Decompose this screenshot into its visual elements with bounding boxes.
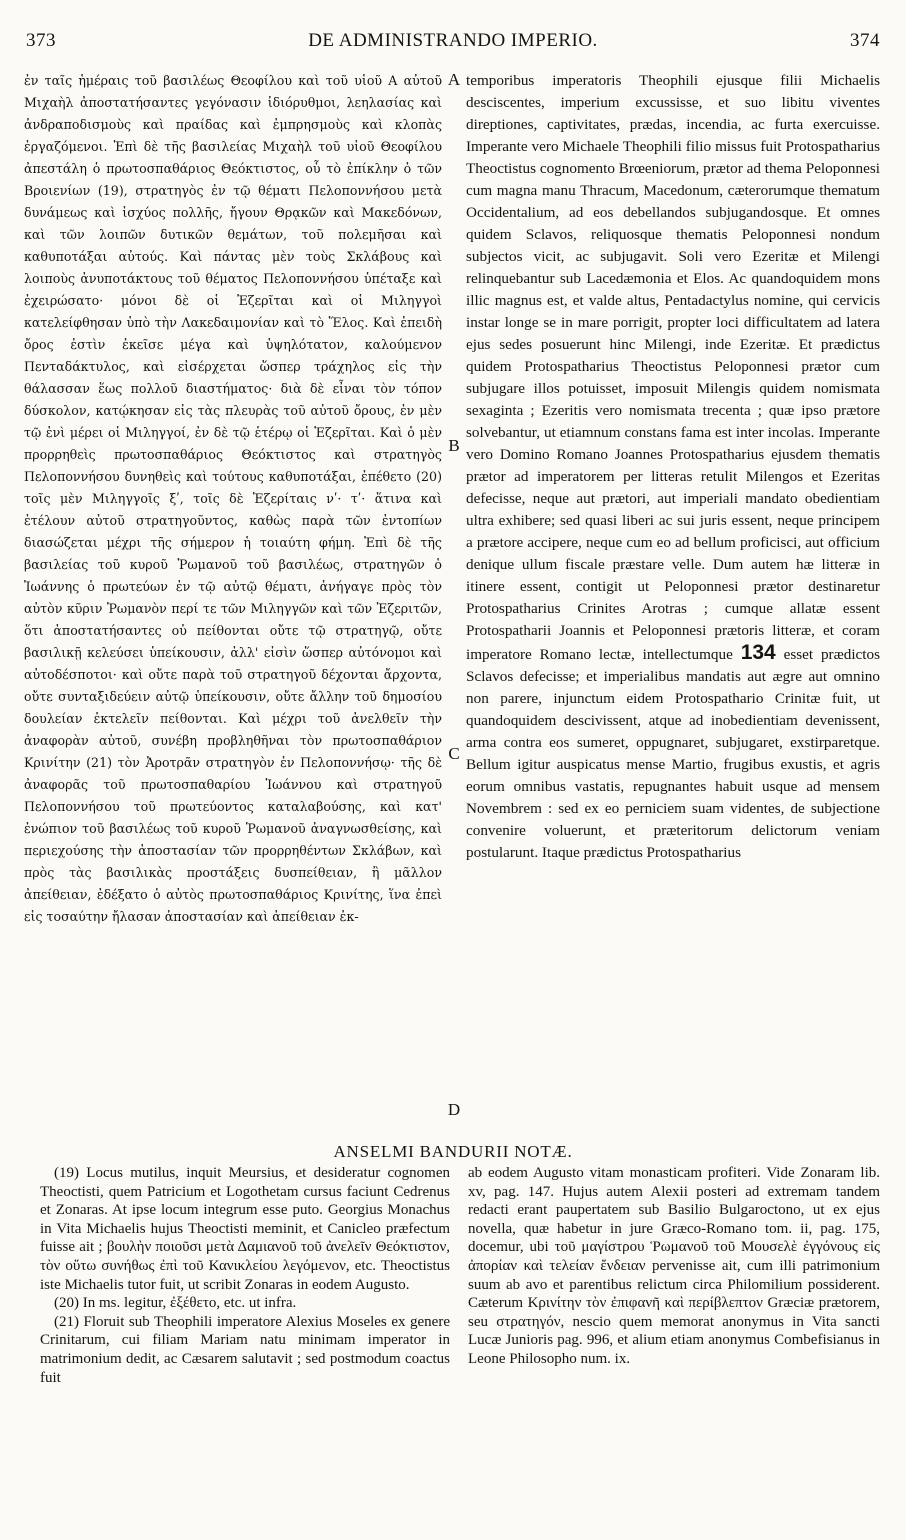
margin-marker-c: C: [448, 744, 460, 763]
page-number-right: 374: [850, 30, 880, 51]
page-header: [26, 30, 880, 60]
latin-text-part-1: temporibus imperatoris Theophili ejusque filii Michaelis desciscentes, imperium excussisse, et suo libitu viventes direptiones, captivitates, prædas, incendia, ac furta exercuisse. Imperante vero Michaele Theophili filio missus fuit Protospatharius Theoctistus cognomento Brœeniorum, prætor ad thema Peloponnesi cum magna manu Thracum, Macedonum, cæterorumque thematum Occidentalium, ad eos debellandos subjugandosque. Et omnes quidem Sclavos, reliquosque thematis Peloponnesi nondum subjectos vicit, ac subjugavit. Soli vero Ezeritæ et Milengi relinquebantur sub Lacedæmonia et Elos. Ac quandoquidem mons illic magnus est, et valde altus, Pentadactylus nomine, qui cervicis instar longe se in mare porrigit, propter loci difficultatem ad latera ejus sedes posuerunt hinc Milengi, inde Ezeritæ. Et prædictus quidem Protospatharius Theoctistus Peloponnesi prætor cum subjugare illos potuisset, imposuit Milengis quidem nomismata sexaginta ; Ezeritis vero nomismata trecenta ; quæ ipso prætore solvebantur, ut etiamnum constans fama est inter incolas. Imperante vero Domino Romano Joannes Protospatharius ejusdem thematis prætor ad imperatorem per litteras retulit Milengos et Ezeritas defecisse, neque aut prætori, aut imperiali mandato obedientiam ultra exhibere; sed quasi liberi ac sui juris essent, neque principem a prætore accipere, neque cum eo ad bellum proficisci, aut officium denique ullum fiscale præstare velle. Dum autem hæ litteræ in itinere essent, contigit ut Peloponnesi prætor destinaretur Protospatharius Crinites Arotras ; cumque allatæ essent Protospatharii Joannis et Peloponnesi prætoris litteræ, et coram imperatore Romano lectæ, intellectumque: [466, 72, 880, 663]
column-number: 134: [740, 641, 776, 664]
notes-left-column: [40, 1164, 450, 1536]
latin-paragraph: [466, 70, 880, 864]
margin-marker-d: D: [447, 1100, 461, 1119]
note-20: (20) In ms. legitur, ἐξέθετο, etc. ut infra.: [54, 1295, 297, 1312]
note-21: (21) Floruit sub Theophili imperatore Alexius Moseles ex genere Crinitarum, cui filiam Mariam natu minimam imperator in matrimonium dedit, ac Cæsarem salutavit ; sed postmodum coactus fuit: [40, 1313, 450, 1386]
note-21-continued: ab eodem Augusto vitam monasticam profiteri. Vide Zonaram lib. xv, pag. 147. Hujus autem Alexii posteri ad extremam tandem redacti erant paupertatem sub Basilio Bulgaroctono, ut ex ejus novella, quæ habetur in jure Græco-Romano tom. ii, pag. 175, docemur, ubi τοῦ μαγίστρου Ῥωμανοῦ τοῦ Μουσελὲ ἐγγόνους εἰς ἀπορίαν καὶ τελείαν ἔνδειαν pervenisse ait, cum illi patrimonium suum ab avo et parentibus relictum circa Philomilium possiderent. Cæterum Κρινίτην τὸν ἐπιφανῆ καὶ περίβλεπτον Græciæ prætorem, seu στρατηγόν, nescio quem memorat anonymus in Vita sancti Lucæ Junioris pag. 996, et alium etiam anonymus Combefisianus in Leone Philosopho num. ix.: [468, 1165, 880, 1367]
notes-right-column: [468, 1164, 880, 1536]
margin-marker-a: A: [447, 70, 461, 89]
latin-text-column: [466, 70, 880, 1140]
margin-marker-b: B: [448, 436, 460, 455]
greek-paragraph: ἐν ταῖς ἡμέραις τοῦ βασιλέως Θεοφίλου καὶ τοῦ υἱοῦ Α αὐτοῦ Μιχαὴλ ἀποστατήσαντες γεγόνασιν ἰδιόρυθμοι, λεηλασίας καὶ ἀνδραποδισμοὺς καὶ πραίδας καὶ ἐμπρησμοὺς καὶ κλοπὰς ἐργαζόμενοι. Ἐπὶ δὲ τῆς βασιλείας Μιχαὴλ τοῦ υἱοῦ Θεοφίλου ἀπεστάλη ὁ πρωτοσπαθάριος Θεόκτιστος, οὗ τὸ ἐπίκλην ὁ τῶν Βροιενίων (19), στρατηγὸς ἐν τῷ θέματι Πελοποννήσου μετὰ δυνάμεως καὶ ἰσχύος πολλῆς, ἤγουν Θρᾳκῶν καὶ Μακεδόνων, καὶ τῶν λοιπῶν δυτικῶν θεμάτων, τοῦ πολεμῆσαι καὶ καθυποτάξαι αὐτούς. Καὶ πάντας μὲν τοὺς Σκλάβους καὶ λοιποὺς ἀνυποτάκτους τοῦ θέματος Πελοποννήσου ὑπέταξε καὶ ἐχειρώσατο· μόνοι δὲ οἱ Ἐζερῖται καὶ οἱ Μιληγγοὶ κατελείφθησαν ὑπὸ τὴν Λακεδαιμονίαν καὶ τὸ Ἕλος. Καὶ ἐπειδὴ ὄρος ἐστὶν ἐκεῖσε μέγα καὶ ὑψηλότατον, καλούμενον Πενταδάκτυλος, καὶ εἰσέρχεται ὥσπερ τράχηλος εἰς τὴν θάλασσαν ἕως πολλοῦ διαστήματος· διὰ δὲ εἶναι τὸν τόπον δύσκολον, κατῴκησαν εἰς τὰς πλευρὰς τοῦ αὐτοῦ ὄρους, ἐν μὲν τῷ ἑνὶ μέρει οἱ Μιληγγοί, ἐν δὲ τῷ ἑτέρῳ οἱ Ἐζερῖται. Καὶ ὁ μὲν προρρηθεὶς πρωτοσπαθάριος Θεόκτιστος καὶ στρατηγὸς Πελοποννήσου δυνηθεὶς καὶ τούτους καθυποτάξαι, ἐπέθετο (20) τοῖς μὲν Μιληγγοῖς ξʹ, τοῖς δὲ Ἐζερίταις νʹ· τʹ· ἅτινα καὶ ἐτέλουν αὐτοῦ στρατηγοῦντος, καθὼς παρὰ τῶν ἐντοπίων διασώζεται μέχρι τῆς σήμερον ἡ τοιαύτη φήμη. Ἐπὶ δὲ τῆς βασιλείας τοῦ κυροῦ Ῥωμανοῦ τοῦ βασιλέως, στρατηγῶν ὁ Ἰωάννης ὁ πρωτεύων ἐν τῷ αὐτῷ θέματι, ἀνήγαγε πρὸς τὸν αὐτὸν κῦριν Ῥωμανὸν περί τε τῶν Μιληγγῶν καὶ τῶν Ἐζεριτῶν, ὅτι ἀποστατήσαντες οὐ πείθονται οὔτε τῷ στρατηγῷ, οὔτε βασιλικῇ κελεύσει ὑπείκουσιν, ἀλλ' εἰσὶν ὥσπερ αὐτόνομοι καὶ αὐτοδέσποτοι· καὶ οὔτε παρὰ τοῦ στρατηγοῦ δέχονται ἄρχοντα, οὔτε συνταξιδεύειν αὐτῷ ὑπείκουσιν, οὔτε ἄλλην τοῦ δημοσίου δουλείαν ἐκτελεῖν πείθονται. Καὶ μέχρι τοῦ ἀνελθεῖν τὴν ἀναφορὰν αὐτοῦ, συνέβη προβληθῆναι τὸν πρωτοσπαθάριον Κρινίτην (21) τὸν Ἀροτρᾶν στρατηγὸν ἐν Πελοποννήσῳ· τῆς δὲ ἀναφορᾶς τοῦ πρωτοσπαθαρίου Ἰωάννου καὶ στρατηγοῦ Πελοποννήσου τοῦ πρωτεύοντος καταλαβούσης, καὶ κατ' ἐνώπιον τοῦ βασιλέως τοῦ κυροῦ Ῥωμανοῦ ἀναγνωσθείσης, καὶ περιεχούσης τὴν ἀποστασίαν τῶν προρρηθέντων Σκλάβων, καὶ πρὸς τὰς βασιλικὰς προστάξεις δυσπείθειαν, ἢ μᾶλλον ἀπείθειαν, ἐδέξατο ὁ αὐτὸς πρωτοσπαθάριος Κρινίτης, ἵνα ἐπεὶ εἰς τοσαύτην ἤλασαν ἀποστασίαν καὶ ἀπείθειαν ἐκ-: [24, 73, 442, 924]
greek-text-column: [24, 70, 442, 1140]
running-title: DE ADMINISTRANDO IMPERIO.: [308, 30, 598, 51]
page-number-left: 373: [26, 30, 56, 51]
notes-heading: ANSELMI BANDURII NOTÆ.: [333, 1142, 573, 1161]
note-19: (19) Locus mutilus, inquit Meursius, et desideratur cognomen Theoctisti, quem Patricium et Logothetam cursus faciunt Cedrenus et Zonaras. At ipse locum integrum esse puto. Georgius Monachus in Vita Michaelis hujus Theoctisti meminit, et Canicleo præfectum fuisse ait ; βουλὴν ποιοῦσι μετὰ Δαμιανοῦ τοῦ ἀνελεῖν Θεόκτιστον, τὸν οὕτω συνήθως ἐπὶ τοῦ Κανικλείου λεγόμενον, etc. Theoctistus iste Michaelis tutor fuit, ut scribit Zonaras in eodem Augusto.: [40, 1165, 450, 1293]
latin-text-part-2: esset prædictos Sclavos defecisse; et imperialibus mandatis aut ægre aut omnino non parere, injunctum eidem Protospathario Crinitæ fuit, ut quandoquidem descivissent, atque ad inobedientiam devenissent, arma contra eos sumeret, oppugnaret, subjugaret, exstirparetque. Bellum igitur auspicatus mense Martio, frugibus exustis, et agris eorum omnibus vastatis, repugnantes habuit usque ad mensem Novembrem : sed ex eo perniciem suam videntes, de subjectione convenire voluerunt, et præteritorum delictorum veniam postularunt. Itaque prædictus Protospatharius: [466, 646, 880, 861]
